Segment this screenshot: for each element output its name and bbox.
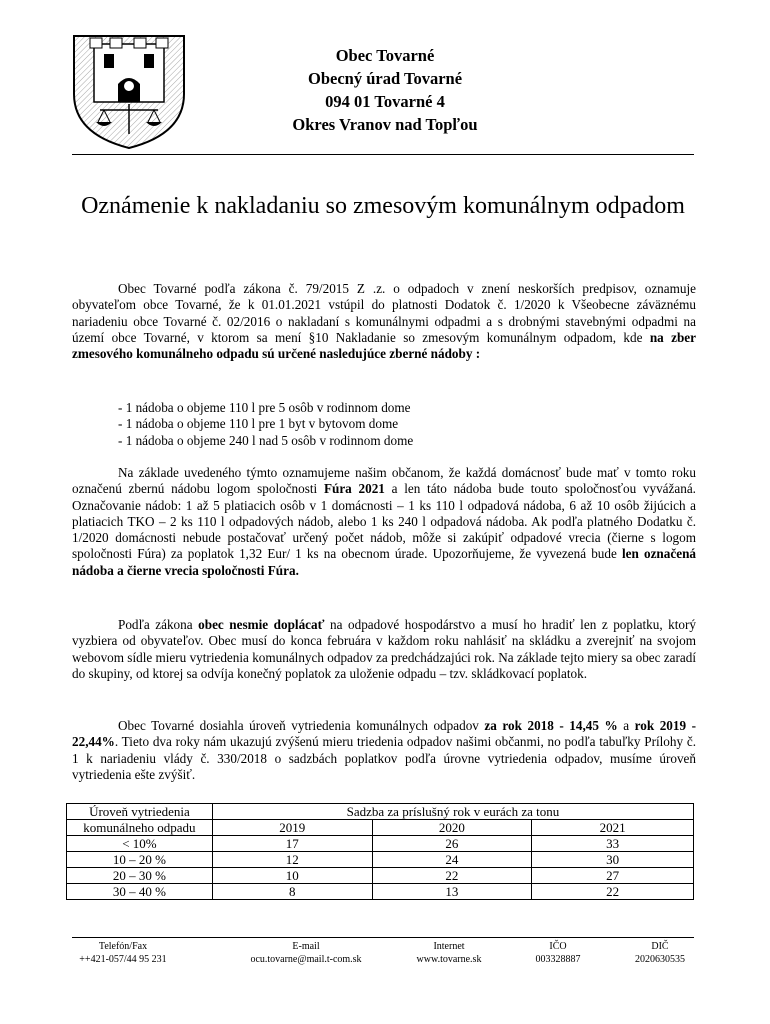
table-head-level-1: Úroveň vytriedenia (67, 804, 213, 820)
header-line-2: Obecný úrad Tovarné (307, 69, 463, 88)
table-head-year: 2021 (532, 820, 694, 836)
rate-table (66, 803, 694, 900)
coat-of-arms-emblem (70, 34, 188, 150)
footer-label: Internet (433, 941, 465, 952)
law-text-c: na odpadové hospodárstvo a musí ho hradiť len z poplatku, ktorý vyzbiera od obyvateľov. Obec musí do konca februára v každom roku nahlásiť na skládku a zverejniť na svojom webovom sídle mieru vytriedenia komunálnych odpadov za predchádzajúci rok. Na základe tejto miery sa obec zaradí do skupiny, od ktorej sa odvíja konečný poplatok za uloženie odpadu – tzv. skládkovací poplatok. (72, 617, 697, 681)
table-cell: 30 (532, 852, 694, 868)
paragraph-intro (72, 281, 696, 362)
paragraph-marking (72, 465, 696, 579)
law-bold: obec nesmie doplácať (198, 617, 325, 632)
level-text-c: a (617, 718, 635, 733)
footer-value[interactable]: www.tovarne.sk (416, 954, 482, 965)
level-bold-2019: rok 2019 - 22,44% (72, 718, 696, 750)
footer-value[interactable]: ocu.tovarne@mail.t-com.sk (250, 954, 362, 965)
table-cell: 12 (212, 852, 372, 868)
document-title: Oznámenie k nakladaniu so zmesovým komunálnym odpadom (81, 193, 685, 219)
table-head-year: 2020 (372, 820, 532, 836)
table-cell: 22 (372, 868, 532, 884)
marking-text-c: a len táto nádoba bude touto spoločnosťou vyvážaná. Označovanie nádob: 1 až 5 platiacich osôb v 1 domácnosti – 1 ks 110 l odpadová nádoba, 6 až 10 osôb žijúcich a platiacich TKO – 2 ks 110 l odpadových nádob, alebo 1 ks 240 l odpadová nádoba. Ak podľa platného Dodatku č. 1/2020 domácnosti nebude postačovať určený počet nádob, môže si zakúpiť odpadové vrecia (čierne s logom spoločnosti Fúra) za poplatok 1,32 Eur/ 1 ks na obecnom úrade. Upozorňujeme, že vyvezená bude (72, 481, 696, 562)
table-row (67, 852, 694, 868)
footer-divider (72, 937, 694, 938)
table-cell-level: < 10% (67, 836, 213, 852)
table-row (67, 868, 694, 884)
list-item: - 1 nádoba o objeme 240 l nad 5 osôb v rodinnom dome (118, 432, 414, 448)
footer-label: DIČ (651, 941, 669, 952)
table-cell: 24 (372, 852, 532, 868)
level-text-a: Obec Tovarné dosiahla úroveň vytriedenia komunálnych odpadov (118, 718, 485, 733)
table-row (67, 884, 694, 900)
level-bold-2018: za rok 2018 - 14,45 % (484, 718, 618, 733)
level-text-e: . Tieto dva roky nám ukazujú zvýšenú mieru triedenia odpadov našimi občanmi, no podľa tabuľky Prílohy č. 1 k nariadeniu vlády č. 330/2018 o sadzbách poplatkov podľa úrovne vytriedenia odpadov, musíme úroveň vytriedenia ešte zvýšiť. (72, 734, 696, 782)
list-item: - 1 nádoba o objeme 110 l pre 1 byt v bytovom dome (118, 416, 399, 432)
header-line-1: Obec Tovarné (335, 46, 435, 65)
table-cell-level: 30 – 40 % (67, 884, 213, 900)
table-cell: 10 (212, 868, 372, 884)
table-head-year: 2019 (212, 820, 372, 836)
header-line-3: 094 01 Tovarné 4 (325, 92, 445, 111)
table-cell: 17 (212, 836, 372, 852)
table-head-level-2: komunálneho odpadu (67, 820, 213, 836)
header-divider (72, 154, 694, 155)
table-row (67, 836, 694, 852)
intro-text: Obec Tovarné podľa zákona č. 79/2015 Z .z. o odpadoch v znení neskorších predpisov, oznamuje obyvateľom obce Tovarné, že k 01.01.2021 vstúpil do platnosti Dodatok č. 1/2020 k Všeobecne záväznému nariadeniu obce Tovarné č. 02/2016 o nakladaní s komunálnymi odpadmi a s drobnými stavebnými odpadmi na území obce Tovarné, v ktorom sa mení §10 Nakladanie so zmesovým komunálnym odpadom, kde (72, 281, 696, 345)
table-cell: 13 (372, 884, 532, 900)
table-cell: 26 (372, 836, 532, 852)
municipality-header (230, 44, 540, 136)
table-cell-level: 10 – 20 % (67, 852, 213, 868)
footer-email (226, 940, 386, 966)
marking-text-a: Na základe uvedeného týmto oznamujeme našim občanom, že každá domácnosť bude mať v tomto roku označenú zbernú nádobu logom spoločnosti (72, 465, 696, 497)
footer-label: Telefón/Fax (98, 941, 148, 952)
marking-bold-only: len označená nádoba a čierne vrecia spoločnosti Fúra. (72, 546, 696, 578)
footer-dic (620, 940, 700, 966)
bin-list (118, 400, 413, 449)
footer-ico (520, 940, 596, 966)
table-cell-level: 20 – 30 % (67, 868, 213, 884)
footer-label: E-mail (292, 941, 320, 952)
footer-label: IČO (549, 941, 567, 952)
table-cell: 22 (532, 884, 694, 900)
footer-value: 2020630535 (635, 954, 685, 965)
law-text-a: Podľa zákona (118, 617, 199, 632)
list-item: - 1 nádoba o objeme 110 l pre 5 osôb v rodinnom dome (118, 400, 411, 415)
table-head-rate: Sadzba za príslušný rok v eurách za tonu (212, 804, 693, 820)
footer-value: ++421-057/44 95 231 (79, 954, 167, 965)
paragraph-sorting-level (72, 718, 696, 783)
marking-bold-fura: Fúra 2021 (323, 481, 385, 497)
table-cell: 8 (212, 884, 372, 900)
footer-value: 003328887 (535, 954, 581, 965)
footer-phone (78, 940, 168, 966)
header-line-4: Okres Vranov nad Topľou (292, 115, 478, 134)
footer-internet (402, 940, 496, 966)
table-cell: 27 (532, 868, 694, 884)
table-cell: 33 (532, 836, 694, 852)
intro-bold: na zber zmesového komunálneho odpadu sú určené nasledujúce zberné nádoby : (72, 329, 696, 362)
paragraph-law (72, 617, 696, 682)
